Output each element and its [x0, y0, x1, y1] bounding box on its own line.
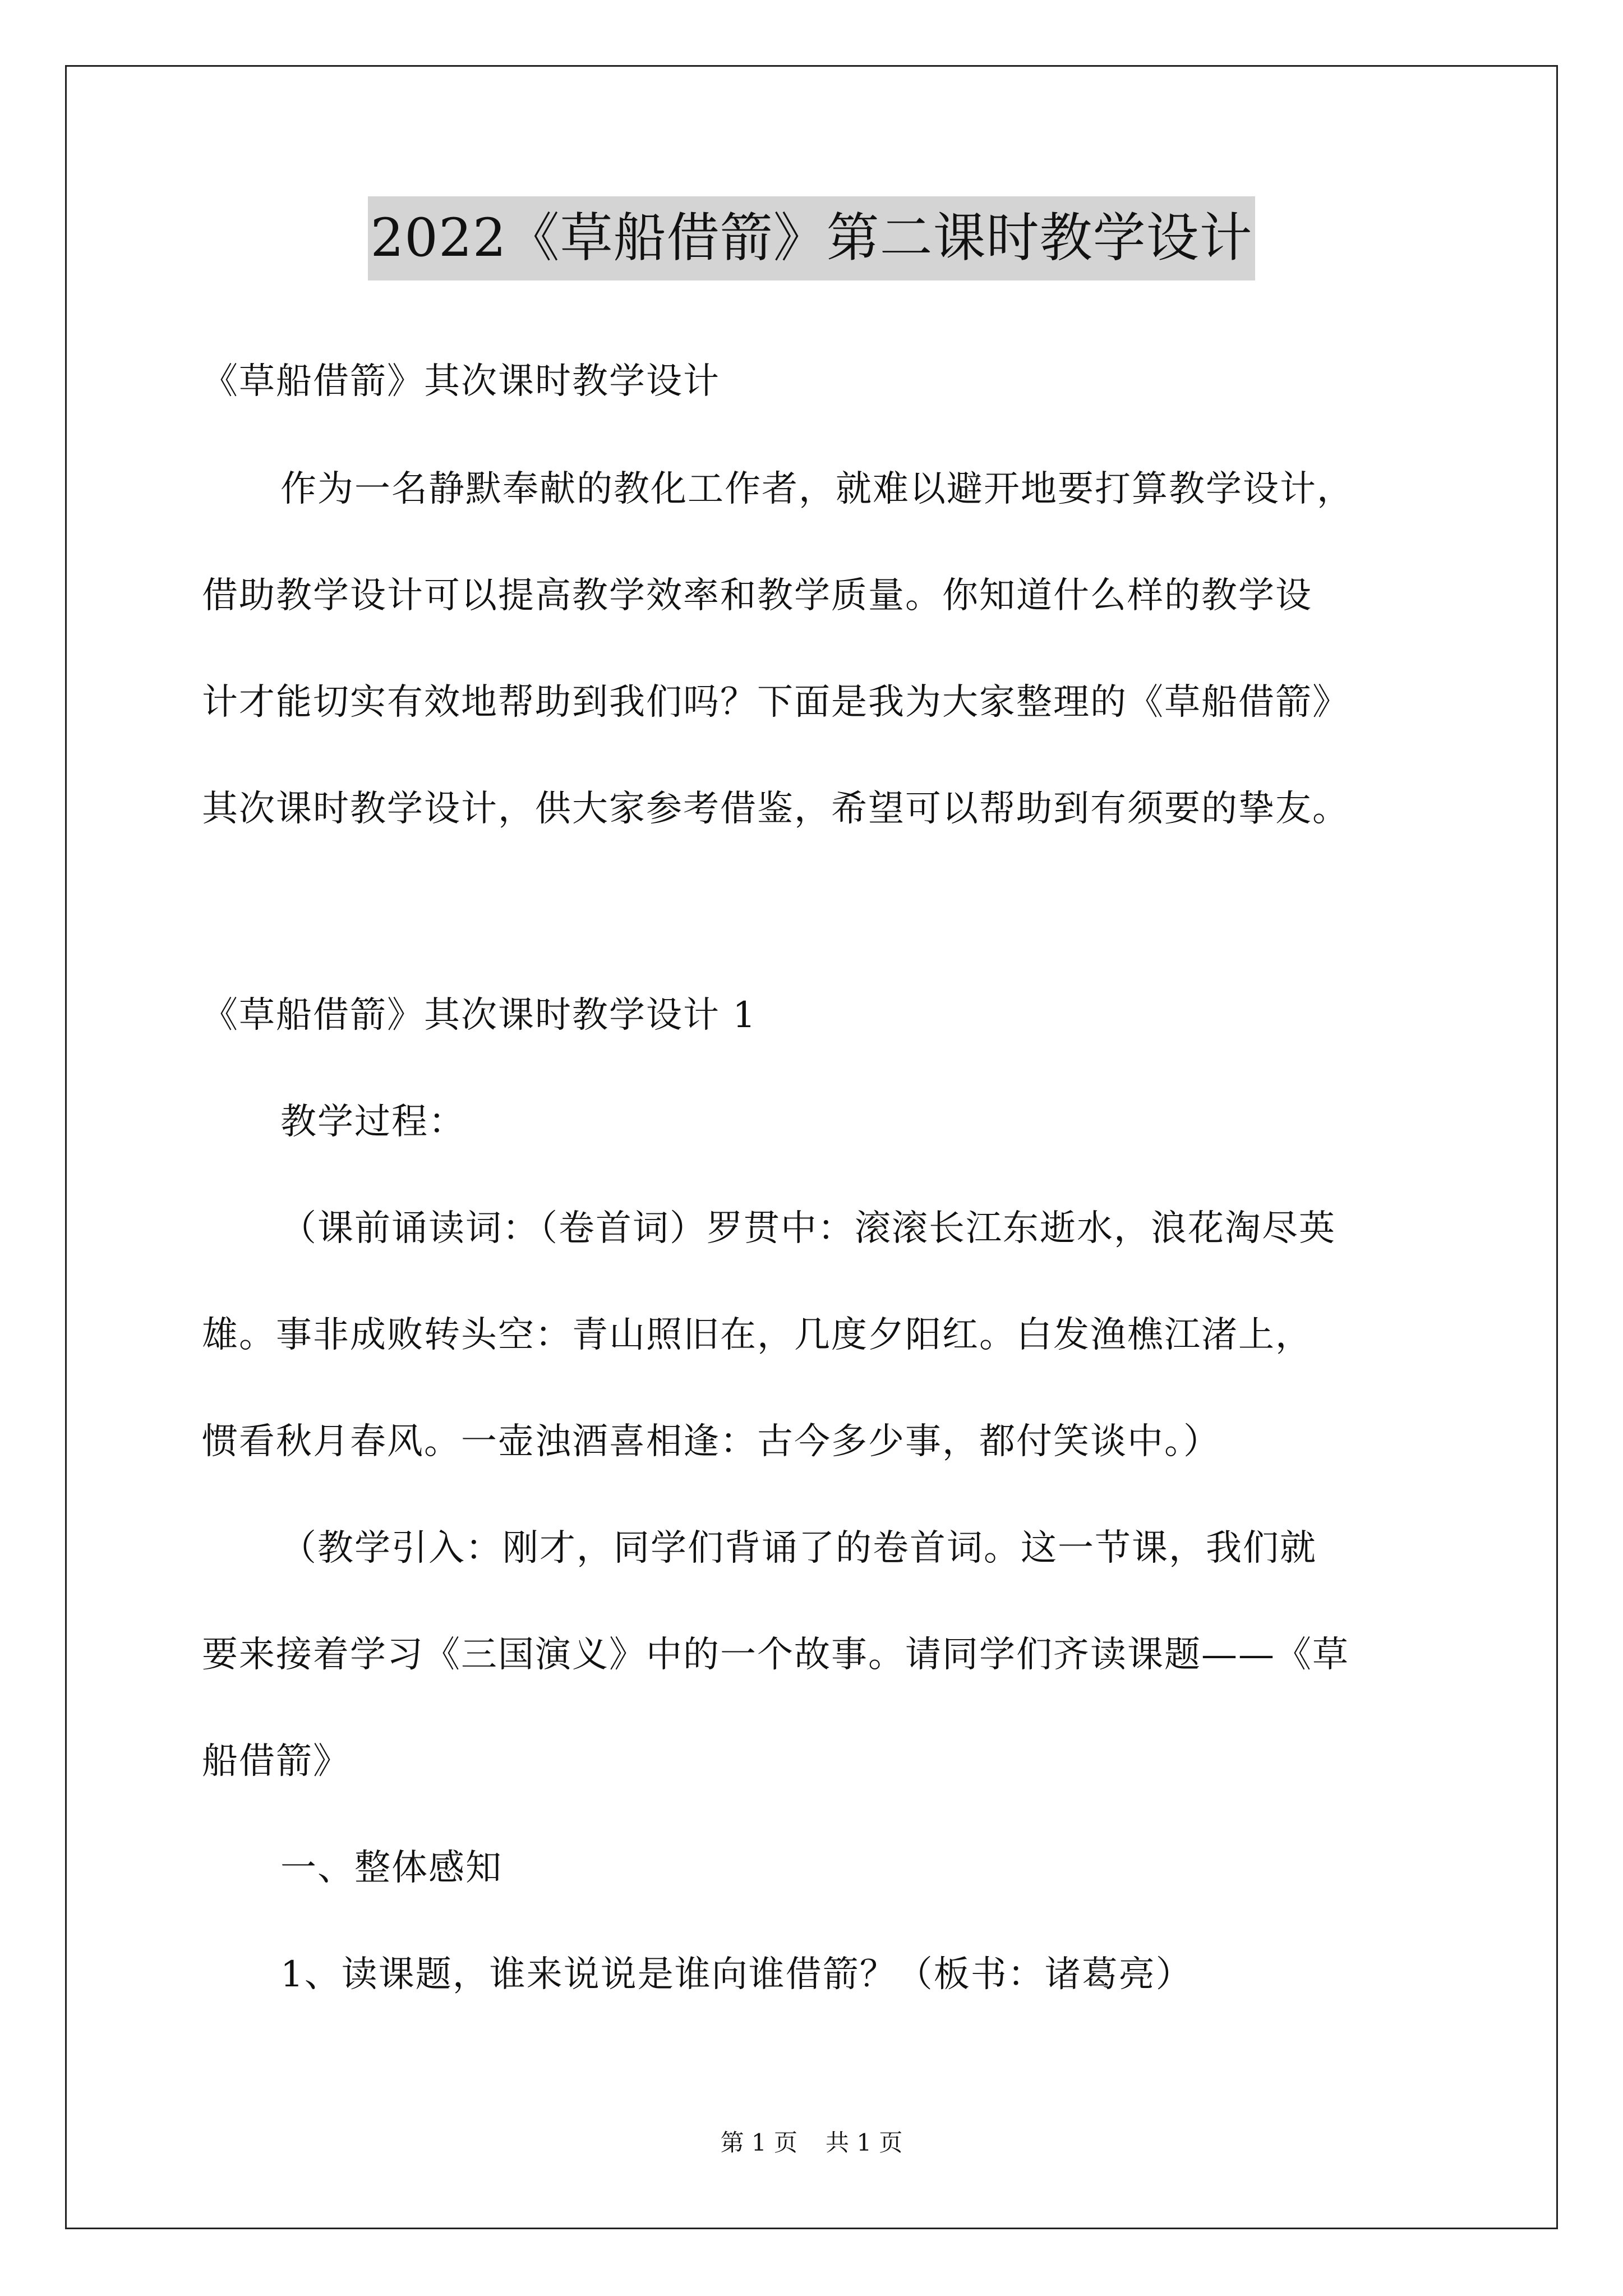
- page-total: 共 1 页: [826, 2129, 903, 2156]
- document-subtitle: 《草船借箭》其次课时教学设计: [202, 361, 720, 402]
- page-number: 第 1 页: [720, 2129, 797, 2156]
- intro-line-4: 其次课时教学设计，供大家参考借鉴，希望可以帮助到有须要的挚友。: [202, 788, 1349, 830]
- step-one: 1、读课题，谁来说说是谁向谁借箭？（板书：诸葛亮）: [280, 1954, 1193, 1995]
- recitation-line-3: 惯看秋月春风。一壶浊酒喜相逢：古今多少事，都付笑谈中。）: [202, 1421, 1220, 1462]
- section-heading: 《草船借箭》其次课时教学设计 1: [202, 995, 757, 1036]
- intro-line-1: 作为一名静默奉献的教化工作者，就难以避开地要打算教学设计，: [280, 468, 1354, 510]
- teaching-intro-line-3: 船借箭》: [202, 1741, 350, 1782]
- intro-line-2: 借助教学设计可以提高教学效率和教学质量。你知道什么样的教学设: [202, 575, 1312, 616]
- recitation-line-1: （课前诵读词：（卷首词）罗贯中：滚滚长江东逝水，浪花淘尽英: [280, 1208, 1336, 1249]
- page-footer: [0, 2126, 1623, 2160]
- process-label: 教学过程：: [280, 1101, 465, 1143]
- teaching-intro-line-1: （教学引入：刚才，同学们背诵了的卷首词。这一节课，我们就: [280, 1527, 1317, 1569]
- title-container: [0, 196, 1623, 280]
- document-title: 2022《草船借箭》第二课时教学设计: [368, 196, 1255, 280]
- intro-line-3: 计才能切实有效地帮助到我们吗？下面是我为大家整理的《草船借箭》: [202, 682, 1349, 723]
- part-one-heading: 一、整体感知: [280, 1847, 502, 1889]
- recitation-line-2: 雄。事非成败转头空：青山照旧在，几度夕阳红。白发渔樵江渚上，: [202, 1314, 1312, 1356]
- teaching-intro-line-2: 要来接着学习《三国演义》中的一个故事。请同学们齐读课题——《草: [202, 1634, 1349, 1676]
